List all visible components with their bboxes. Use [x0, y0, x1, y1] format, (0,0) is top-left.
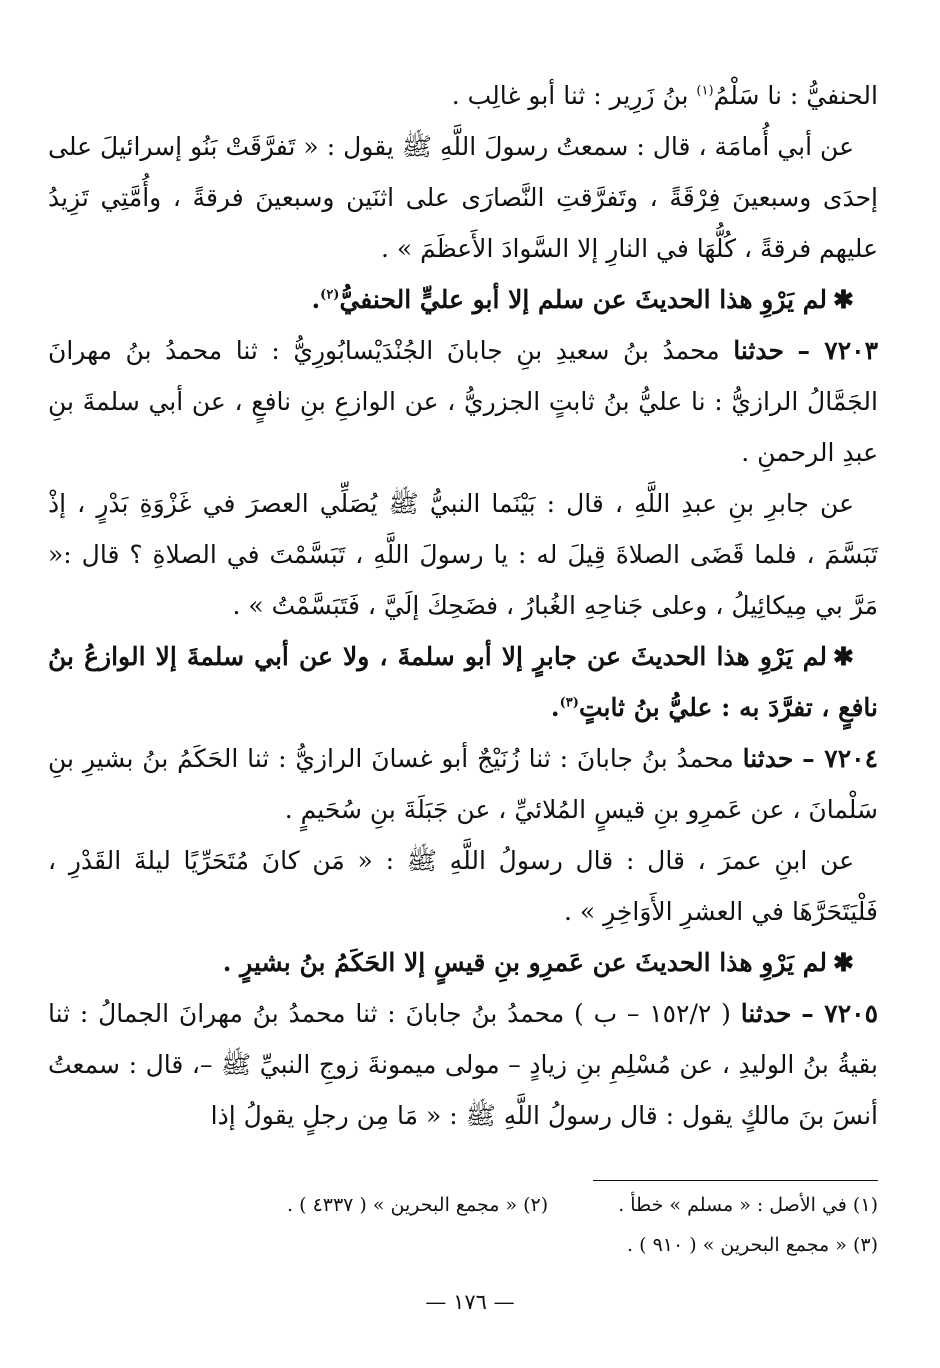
note-end: .: [550, 693, 560, 722]
star-icon: ✱: [833, 285, 854, 314]
text-run: الحنفيُّ : نا سَلْمُ: [713, 81, 878, 110]
chain-text: محمدُ بنُ جابانَ : ثنا محمدُ بنُ مهرانَ الجمالُ : ثنا بقيةُ بنُ الوليدِ ، عن مُسْلِمِ بنِ زيادٍ – مولى ميمونةَ زوجِ النبيِّ ﷺ –، قال : سمعتُ أنسَ بنَ مالكٍ يقول : قال رسولُ اللَّهِ ﷺ : « مَا مِن رجلٍ يقولُ إذا: [48, 999, 878, 1130]
note-text: لم يَرْوِ هذا الحديثَ عن جابرٍ إلا أبو سلمةَ ، ولا عن أبي سلمةَ إلا الوازعُ بنُ نافعٍ ، تفرَّدَ به : عليُّ بنُ ثابتٍ: [48, 642, 878, 722]
hadith-text-umamah: عن أبي أُمامَة ، قال : سمعتُ رسولَ اللَّهِ ﷺ يقول : « تَفرَّقَتْ بَنُو إسرائيلَ على إحدَى وسبعينَ فِرْقَةً ، وتَفرَّقتِ النَّصارَى على اثنَين وسبعينَ فرقةً ، وأُمَّتِي تَزِيدُ عليهم فرقةً ، كُلُّهَا في النارِ إلا السَّوادَ الأَعظَمَ » .: [48, 132, 878, 263]
paragraph-chain-end: [48, 70, 878, 121]
footnote-row: [60, 1225, 878, 1265]
hadith-chain-7203: [48, 325, 878, 478]
note-end: .: [311, 285, 321, 314]
star-icon: ✱: [833, 642, 854, 671]
commentary-note-3: [48, 937, 878, 988]
hadith-text-jabir: عن جابرِ بنِ عبدِ اللَّهِ ، قال : بَيْنَما النبيُّ ﷺ يُصَلِّي العصرَ في غَزْوَةِ بَدْرٍ ، إذْ تَبَسَّمَ ، فلما قَضَى الصلاةَ قِيلَ له : يا رسولَ اللَّهِ ، تَبَسَّمْتَ في الصلاةِ ؟ قال :« مَرَّ بي مِيكائِيلُ ، وعلى جَناحِهِ الغُبارُ ، فضَحِكَ إلَيَّ ، فَتَبَسَّمْتُ » .: [48, 489, 878, 620]
commentary-note-2: [48, 631, 878, 733]
hadith-number: ٧٢٠٣ –: [797, 336, 878, 365]
footnote-ref-1: (١): [696, 83, 714, 99]
chain-head: حدثنا: [742, 744, 794, 773]
chain-text: محمدُ بنُ سعيدِ بنِ جابانَ الجُنْدَيْسابُورِيُّ : ثنا محمدُ بنُ مهرانَ الجَمَّالُ الرازيُّ : نا عليُّ بنُ ثابتٍ الجزريُّ ، عن الوازعِ بنِ نافعٍ ، عن أبي سلمةَ بنِ عبدِ الرحمنِ .: [48, 336, 878, 467]
footnote-ref-2: (٢): [320, 287, 340, 303]
hadith-text-ibn-umar: عن ابنِ عمرَ ، قال : قال رسولُ اللَّهِ ﷺ : « مَن كانَ مُتَحَرِّيًا ليلةَ القَدْرِ ، فَلْيَتَحَرَّهَا في العشرِ الأَوَاخِرِ » .: [48, 846, 878, 926]
commentary-note-1: [48, 274, 878, 325]
text-run: بنُ زَرِير : ثنا أبو غالِب .: [451, 81, 697, 110]
footnote-row: [60, 1185, 878, 1225]
note-text: لم يَرْوِ هذا الحديثَ عن سلم إلا أبو عليٍّ الحنفيُّ: [339, 285, 828, 314]
footnote-2: (٢) « مجمع البحرين » ( ٤٣٣٧ ) .: [287, 1194, 549, 1216]
chain-text: محمدُ بنُ جابانَ : ثنا زُنَيْجٌ أبو غسانَ الرازيُّ : ثنا الحَكَمُ بنُ بشيرِ بنِ سَلْمانَ ، عن عَمرِو بنِ قيسٍ المُلائيِّ ، عن جَبَلَةَ بنِ سُحَيمٍ .: [48, 744, 878, 824]
footnote-1: (١) في الأصل : « مسلم » خطأ .: [618, 1194, 878, 1216]
footnote-ref-3: (٣): [559, 695, 579, 711]
note-text: لم يَرْوِ هذا الحديثَ عن عَمرِو بنِ قيسٍ إلا الحَكَمُ بنُ بشيرٍ .: [222, 948, 828, 977]
footnote-3: (٣) « مجمع البحرين » ( ٩١٠ ) .: [627, 1234, 878, 1256]
hadith-number: ٧٢٠٤ –: [802, 744, 878, 773]
chain-head: حدثنا: [733, 336, 784, 365]
footnote-divider: [593, 1180, 878, 1181]
hadith-number: ٧٢٠٥ –: [801, 999, 878, 1028]
hadith-chain-7204: [48, 733, 878, 835]
page-body: [48, 70, 878, 1141]
page-number: — ١٧٦ —: [425, 1290, 515, 1314]
footnotes: [60, 1185, 878, 1265]
hadith-chain-7205: [48, 988, 878, 1141]
star-icon: ✱: [833, 948, 854, 977]
chain-head: حدثنا: [740, 999, 792, 1028]
folio-reference: ( ١٥٢/٢ – ب ): [564, 999, 741, 1028]
